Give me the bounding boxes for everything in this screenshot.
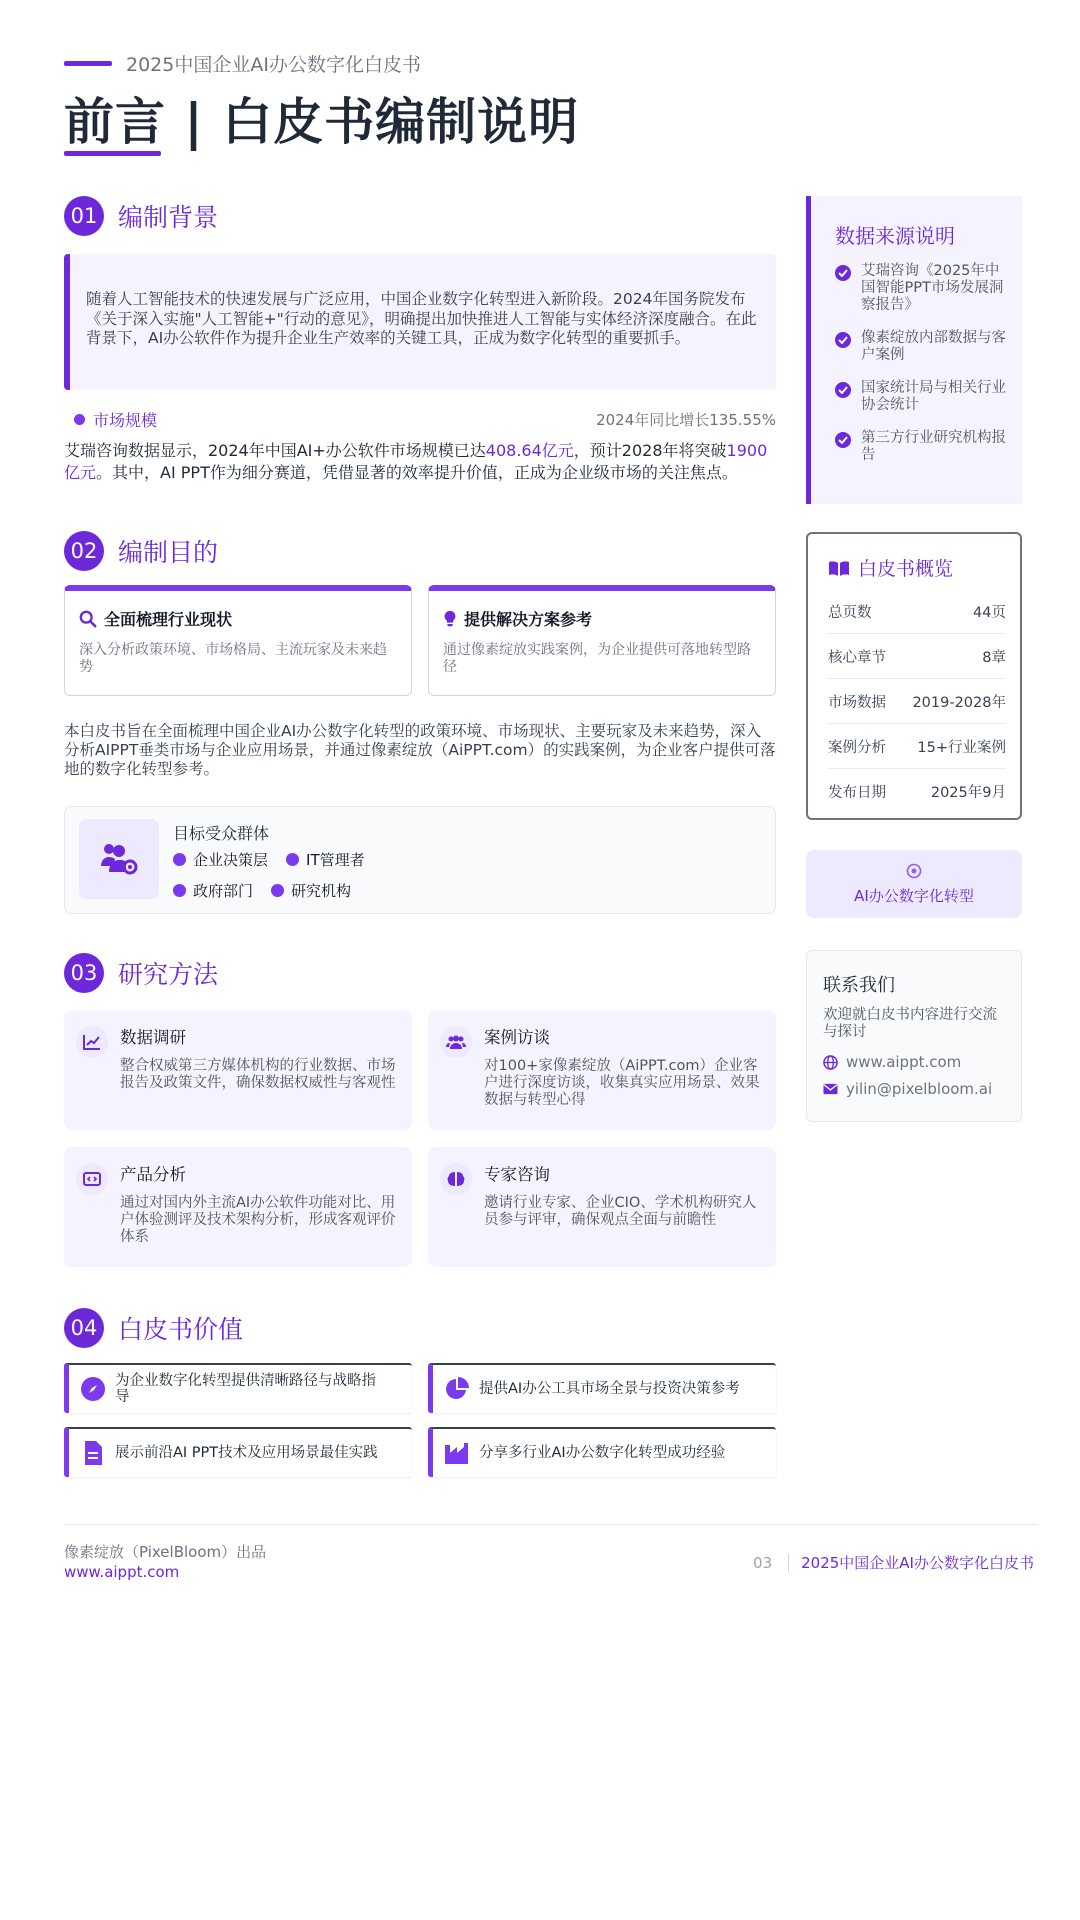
section-header-background xyxy=(64,196,218,236)
method-card xyxy=(64,1010,412,1130)
contact-panel xyxy=(806,950,1022,1122)
value-card xyxy=(64,1427,412,1477)
audience-tag-label: 政府部门 xyxy=(193,882,254,900)
method-card xyxy=(428,1147,776,1267)
audience-tag-label: 研究机构 xyxy=(291,882,352,900)
overview-row xyxy=(828,679,1006,724)
topic-tag-label: AI办公数字化转型 xyxy=(854,886,974,905)
eyebrow xyxy=(64,50,421,77)
audience-tag xyxy=(286,849,365,870)
source-item xyxy=(835,430,1008,464)
globe-icon xyxy=(823,1055,838,1070)
source-text: 国家统计局与相关行业协会统计 xyxy=(861,380,1006,413)
chart-line-icon xyxy=(76,1026,108,1058)
document-icon xyxy=(79,1439,107,1467)
contact-title: 联系我们 xyxy=(823,975,895,996)
source-item xyxy=(835,330,1008,364)
purpose-card xyxy=(64,585,412,696)
audience-tag xyxy=(173,880,253,901)
value-text: 分享多行业AI办公数字化转型成功经验 xyxy=(479,1445,726,1461)
overview-row xyxy=(828,769,1006,814)
value-card xyxy=(64,1363,412,1413)
overview-label: 案例分析 xyxy=(828,739,886,756)
purpose-card xyxy=(428,585,776,696)
value-text: 提供AI办公工具市场全景与投资决策参考 xyxy=(479,1381,740,1397)
purpose-card-title-text: 全面梳理行业现状 xyxy=(104,610,233,629)
data-sources-panel xyxy=(806,196,1022,504)
audience-tag-label: IT管理者 xyxy=(306,851,365,869)
data-sources-title: 数据来源说明 xyxy=(835,224,955,248)
bullet-dot xyxy=(173,884,186,897)
overview-label: 核心章节 xyxy=(828,649,886,666)
section-title: 研究方法 xyxy=(118,960,219,989)
overview-value: 44页 xyxy=(973,604,1006,621)
method-title: 案例访谈 xyxy=(484,1028,550,1047)
footer-doc-title: 2025中国企业AI办公数字化白皮书 xyxy=(801,1554,1034,1572)
page-title: 前言 | 白皮书编制说明 xyxy=(64,93,580,151)
market-label xyxy=(64,408,157,431)
bullet-dot xyxy=(286,853,299,866)
overview-panel xyxy=(806,532,1022,820)
overview-label: 总页数 xyxy=(828,604,872,621)
overview-value: 2025年9月 xyxy=(930,785,1006,801)
source-text: 艾瑞咨询《2025年中国智能PPT市场发展洞察报告》 xyxy=(861,263,1004,313)
audience-title: 目标受众群体 xyxy=(173,824,270,843)
source-text: 像素绽放内部数据与客户案例 xyxy=(861,330,1006,363)
overview-value: 2019-2028年 xyxy=(912,694,1006,711)
source-text: 第三方行业研究机构报告 xyxy=(861,430,1006,463)
method-card xyxy=(64,1147,412,1267)
audience-panel xyxy=(64,806,776,914)
footer-divider xyxy=(64,1524,1038,1525)
mail-icon xyxy=(823,1083,838,1095)
code-icon xyxy=(76,1163,108,1195)
section-header-purpose xyxy=(64,531,218,571)
background-callout xyxy=(64,254,776,390)
purpose-card-title xyxy=(443,607,761,630)
market-highlight-2028: 1900亿元 xyxy=(64,441,768,482)
overview-label: 发布日期 xyxy=(828,785,886,801)
method-card xyxy=(428,1010,776,1130)
value-text: 展示前沿AI PPT技术及应用场景最佳实践 xyxy=(115,1445,378,1461)
overview-label: 市场数据 xyxy=(828,694,886,711)
check-circle-icon xyxy=(835,382,851,398)
method-desc: 邀请行业专家、企业CIO、学术机构研究人员参与评审，确保观点全面与前瞻性 xyxy=(484,1195,757,1228)
footer-link[interactable]: www.aippt.com xyxy=(64,1563,180,1581)
ai-brain-icon xyxy=(906,863,922,879)
publisher-text: 像素绽放（PixelBloom）出品 xyxy=(64,1543,267,1561)
value-card xyxy=(428,1363,776,1413)
overview-value: 15+行业案例 xyxy=(917,739,1006,756)
title-underline xyxy=(64,151,161,156)
overview-row xyxy=(828,634,1006,679)
market-label-text: 市场规模 xyxy=(93,411,158,430)
purpose-card-title xyxy=(79,607,397,630)
market-text-a: 艾瑞咨询数据显示，2024年中国AI+办公软件市场规模已达 xyxy=(64,441,486,460)
overview-row xyxy=(828,589,1006,634)
contact-desc: 欢迎就白皮书内容进行交流与探讨 xyxy=(823,1007,997,1040)
bullet-dot xyxy=(173,853,186,866)
market-text xyxy=(64,440,780,484)
purpose-text: 本白皮书旨在全面梳理中国企业AI办公数字化转型的政策环境、市场现状、主要玩家及未来趋势，深入分析AIPPT垂类市场与企业应用场景，并通过像素绽放（AiPPT.com）的实践案例，为企业客户提供可落地的数字化转型参考。 xyxy=(64,722,776,778)
purpose-card-title-text: 提供解决方案参考 xyxy=(464,610,593,629)
contact-website[interactable] xyxy=(823,1053,1009,1071)
method-title: 数据调研 xyxy=(120,1028,186,1047)
source-item xyxy=(835,380,1008,414)
section-title: 编制目的 xyxy=(118,538,219,567)
website-text: www.aippt.com xyxy=(846,1053,962,1071)
bullet-dot xyxy=(74,414,85,425)
book-icon xyxy=(828,560,850,576)
pie-chart-icon xyxy=(443,1375,471,1403)
section-number: 02 xyxy=(64,531,104,571)
brain-icon xyxy=(440,1163,472,1195)
eyebrow-bar xyxy=(64,61,112,66)
email-text: yilin@pixelbloom.ai xyxy=(846,1080,993,1098)
bullet-dot xyxy=(271,884,284,897)
audience-tag xyxy=(271,880,351,901)
section-number: 01 xyxy=(64,196,104,236)
overview-value: 8章 xyxy=(982,649,1006,666)
section-number: 03 xyxy=(64,953,104,993)
method-desc: 通过对国内外主流AI办公软件功能对比、用户体验测评及技术架构分析，形成客观评价体系 xyxy=(120,1195,396,1245)
eyebrow-text: 2025中国企业AI办公数字化白皮书 xyxy=(126,54,421,76)
market-text-b: ，预计2028年将突破 xyxy=(573,441,727,460)
audience-tag-label: 企业决策层 xyxy=(193,851,269,869)
source-item xyxy=(835,263,1008,314)
page-number: 03 xyxy=(753,1554,789,1572)
compass-icon xyxy=(79,1375,107,1403)
check-circle-icon xyxy=(835,332,851,348)
section-title: 编制背景 xyxy=(118,203,219,232)
footer-publisher xyxy=(64,1542,266,1582)
market-highlight-2024: 408.64亿元 xyxy=(485,441,574,460)
users-icon xyxy=(440,1026,472,1058)
lightbulb-icon xyxy=(443,610,457,628)
market-row xyxy=(64,408,776,431)
check-circle-icon xyxy=(835,432,851,448)
value-text: 为企业数字化转型提供清晰路径与战略指导 xyxy=(115,1373,376,1405)
background-text: 随着人工智能技术的快速发展与广泛应用，中国企业数字化转型进入新阶段。2024年国务院发布《关于深入实施"人工智能+"行动的意见》，明确提出加快推进人工智能与实体经济深度融合。在此背景下，AI办公软件作为提升企业生产效率的关键工具，正成为数字化转型的重要抓手。 xyxy=(86,290,757,347)
method-title: 专家咨询 xyxy=(484,1165,550,1184)
overview-row xyxy=(828,724,1006,769)
overview-title-text: 白皮书概览 xyxy=(858,558,954,580)
audience-tags xyxy=(173,849,373,901)
purpose-card-desc: 深入分析政策环境、市场格局、主流玩家及未来趋势 xyxy=(79,642,387,675)
section-header-value xyxy=(64,1308,243,1348)
audience-tag xyxy=(173,849,268,870)
method-desc: 对100+家像素绽放（AiPPT.com）企业客户进行深度访谈，收集真实应用场景、效果数据与转型心得 xyxy=(484,1058,760,1108)
market-text-c: 。其中，AI PPT作为细分赛道，凭借显著的效率提升价值，正成为企业级市场的关注焦点。 xyxy=(96,463,738,482)
section-number: 04 xyxy=(64,1308,104,1348)
contact-email[interactable] xyxy=(823,1080,1009,1098)
topic-tag xyxy=(806,850,1022,918)
overview-title xyxy=(828,554,1006,581)
method-title: 产品分析 xyxy=(120,1165,186,1184)
value-card xyxy=(428,1427,776,1477)
industry-icon xyxy=(443,1439,471,1467)
method-desc: 整合权威第三方媒体机构的行业数据、市场报告及政策文件，确保数据权威性与客观性 xyxy=(120,1058,396,1091)
market-growth: 2024年同比增长135.55% xyxy=(596,411,776,429)
search-icon xyxy=(79,610,97,628)
check-circle-icon xyxy=(835,265,851,281)
section-title: 白皮书价值 xyxy=(118,1315,244,1344)
purpose-card-desc: 通过像素绽放实践案例，为企业提供可落地转型路径 xyxy=(443,642,751,675)
footer-meta xyxy=(753,1552,1034,1573)
users-gear-icon xyxy=(79,819,159,899)
section-header-method xyxy=(64,953,218,993)
